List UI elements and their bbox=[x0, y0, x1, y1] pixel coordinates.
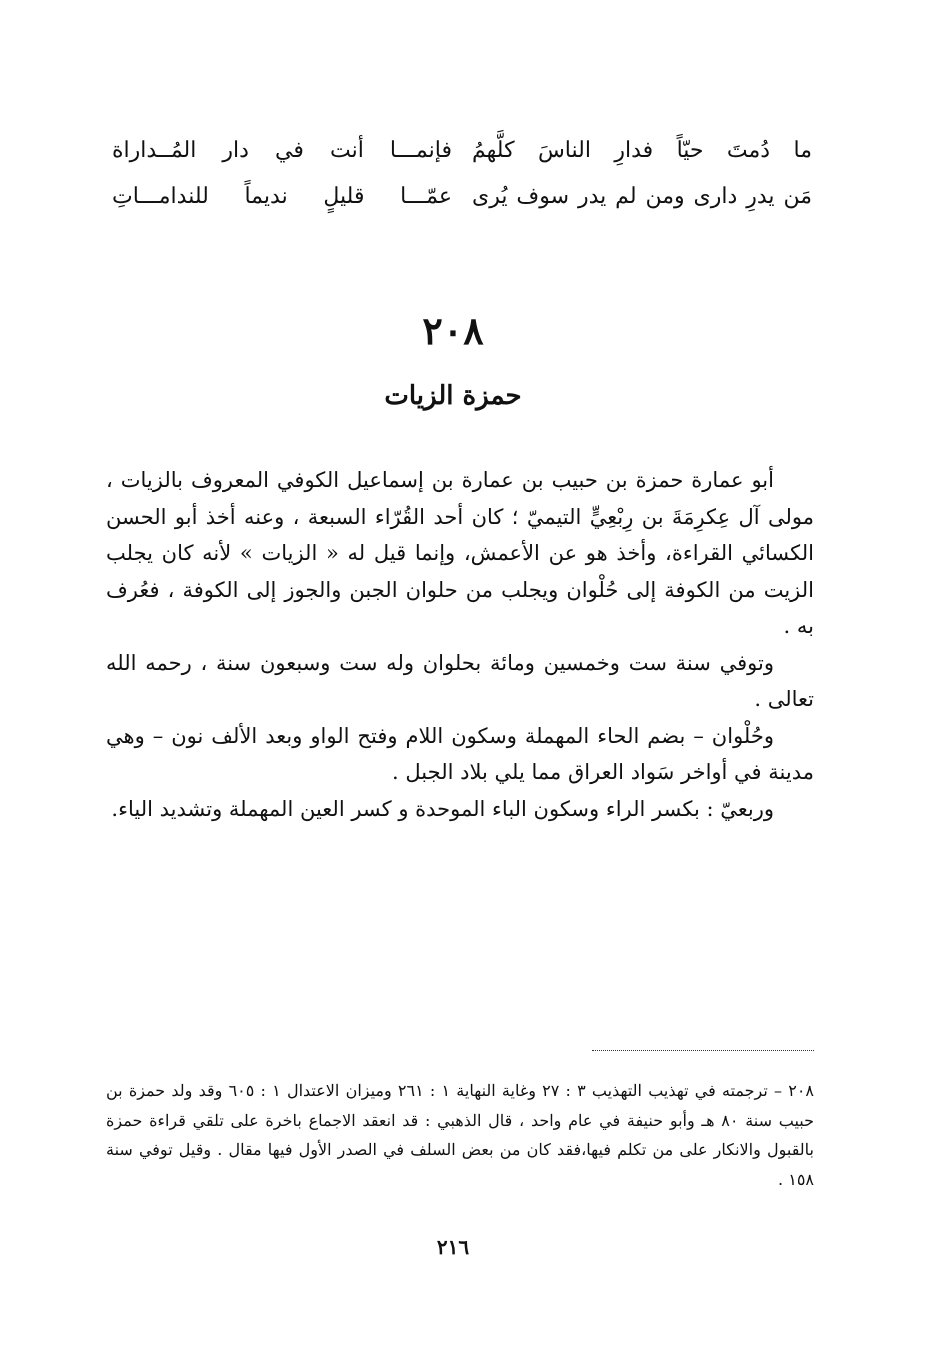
footnote-divider bbox=[592, 1050, 814, 1051]
body-paragraph-1: أبو عمارة حمزة بن حبيب بن عمارة بن إسماعيل الكوفي المعروف بالزيات ، مولى آل عِكرِمَةَ بن رِبْعِيٍّ التيميّ ؛ كان أحد القُرّاء السبعة ، وعنه أخذ أبو الحسن الكسائي القراءة، وأخذ هو عن الأعمش، وإنما قيل له « الزيات » لأنه كان يجلب الزيت من الكوفة إلى حُلْوان ويجلب من حلوان الجبن والجوز إلى الكوفة ، فعُرف به . bbox=[106, 468, 814, 638]
footnote-text: ٢٠٨ – ترجمته في تهذيب التهذيب ٣ : ٢٧ وغاية النهاية ١ : ٢٦١ وميزان الاعتدال ١ : ٦٠٥ وقد ولد حمزة بن حبيب سنة ٨٠ هـ وأبو حنيفة في عام واحد ، قال الذهبي : قد انعقد الاجماع باخرة على تلقي قراءة حمزة بالقبول والانكار على من تكلم فيها،فقد كان من بعض السلف في الصدر الأول فيها مقال . وقيل توفي سنة ١٥٨ . bbox=[106, 1081, 815, 1189]
verse-1-second-hemistich: فإنمـــا أنت في دار المُــداراة bbox=[112, 138, 452, 163]
entry-number: ٢٠٨ bbox=[422, 308, 484, 353]
page-number: ٢١٦ bbox=[436, 1235, 470, 1259]
body-paragraph-2: وتوفي سنة ست وخمسين ومائة بحلوان وله ست وسبعون سنة ، رحمه الله تعالى . bbox=[106, 650, 814, 711]
entry-title: حمزة الزيات bbox=[384, 381, 522, 411]
body-paragraph-4: وربعيّ : بكسر الراء وسكون الباء الموحدة و كسر العين المهملة وتشديد الياء. bbox=[111, 796, 774, 821]
verse-2 bbox=[112, 174, 812, 220]
footnote bbox=[106, 1076, 814, 1194]
verse-1 bbox=[112, 128, 812, 174]
body-paragraph-3: وحُلْوان – بضم الحاء المهملة وسكون اللام وفتح الواو وبعد الألف نون – وهي مدينة في أواخر سَواد العراق مما يلي بلاد الجبل . bbox=[106, 723, 814, 784]
verse-2-first-hemistich: مَن يدرِ دارى ومن لم يدر سوف يُرى bbox=[472, 184, 812, 209]
poem-block bbox=[112, 128, 812, 220]
verse-1-first-hemistich: ما دُمتَ حيّاً فدارِ الناسَ كلَّهمُ bbox=[472, 138, 812, 163]
verse-2-second-hemistich: عمّـــا قليلٍ نديماً للندامـــاتِ bbox=[112, 184, 452, 209]
entry-body bbox=[106, 462, 814, 827]
